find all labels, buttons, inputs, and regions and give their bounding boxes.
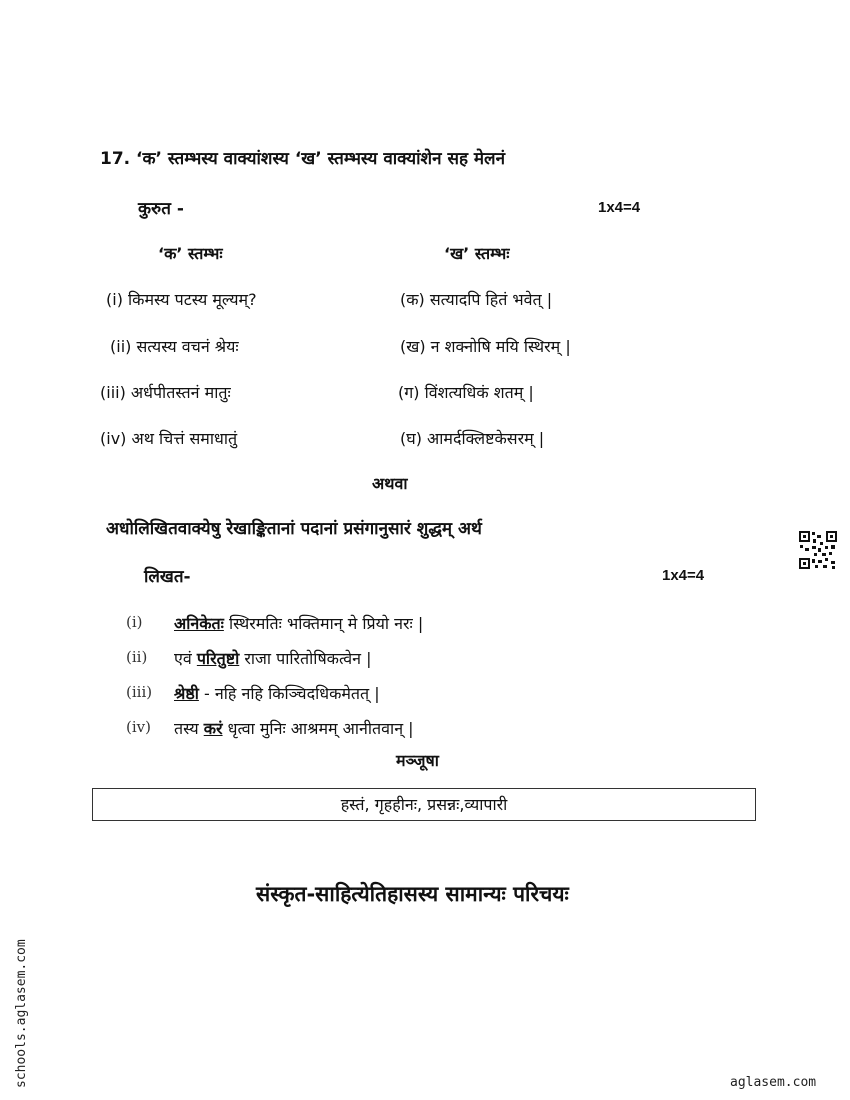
match-row-a-3: (iii) अर्धपीतस्तनं मातुः — [100, 383, 231, 402]
sentence-rest: - नहि नहि किञ्चिदधिकमेतत् | — [198, 684, 380, 703]
sentence-number: (iv) — [126, 718, 151, 736]
sentence-prefix: तस्य — [174, 719, 204, 738]
question-title-continued: कुरुत - — [138, 199, 184, 219]
sentence-rest: स्थिरमतिः भक्तिमान् मे प्रियो नरः | — [223, 614, 424, 633]
match-row-a-2: (ii) सत्यस्य वचनं श्रेयः — [110, 337, 239, 356]
manjusha-box — [92, 788, 756, 821]
part2-title: अधोलिखितवाक्येषु रेखाङ्कितानां पदानां प्रसंगानुसारं शुद्धम् अर्थ — [106, 519, 482, 539]
sentence-number: (iii) — [126, 683, 153, 701]
sentence-3 — [126, 682, 380, 703]
manjusha-heading: मञ्जूषा — [396, 751, 439, 770]
underlined-word: परितुष्टो — [196, 649, 240, 668]
sentence-2 — [126, 647, 372, 668]
sentence-text — [174, 647, 371, 669]
match-row-a-4: (iv) अथ चित्तं समाधातुं — [100, 429, 238, 448]
underlined-word: करं — [203, 719, 223, 738]
athava-heading: अथवा — [372, 474, 408, 493]
match-row-b-3: (ग) विंशत्यधिकं शतम् | — [398, 383, 534, 402]
footer-watermark: aglasem.com — [730, 1075, 817, 1090]
section-heading: संस्कृत-साहित्येतिहासस्य सामान्यः परिचयः — [256, 882, 569, 906]
sentence-text — [174, 682, 380, 704]
column-b-header: ‘ख’ स्तम्भः — [444, 244, 510, 263]
sentence-rest: राजा पारितोषिकत्वेन | — [239, 649, 372, 668]
match-row-b-2: (ख) न शक्नोषि मयि स्थिरम् | — [400, 337, 571, 356]
sentence-rest: धृत्वा मुनिः आश्रमम् आनीतवान् | — [222, 719, 414, 738]
part2-marks: 1x4=4 — [662, 567, 705, 584]
underlined-word: श्रेष्ठी — [174, 684, 199, 703]
manjusha-words: हस्तं, गृहहीनः, प्रसन्नः,व्यापारी — [340, 795, 508, 814]
part2-title-continued: लिखत- — [144, 567, 191, 587]
match-row-a-1: (i) किमस्य पटस्य मूल्यम्? — [106, 290, 257, 309]
sentence-text — [174, 717, 414, 739]
underlined-word: अनिकेतः — [174, 614, 224, 633]
side-watermark: schools.aglasem.com — [14, 939, 29, 1088]
question-title: 17. ‘क’ स्तम्भस्य वाक्यांशस्य ‘ख’ स्तम्भस्य वाक्यांशेन सह मेलनं — [100, 149, 506, 169]
sentence-1 — [126, 612, 424, 633]
match-row-b-1: (क) सत्यादपि हितं भवेत् | — [400, 290, 553, 309]
sentence-number: (i) — [126, 613, 143, 631]
sentence-4 — [126, 717, 414, 738]
match-row-b-4: (घ) आमर्दक्लिष्टकेसरम् | — [400, 429, 545, 448]
qr-code-icon — [798, 530, 838, 570]
sentence-number: (ii) — [126, 648, 148, 666]
column-a-header: ‘क’ स्तम्भः — [158, 244, 223, 263]
sentence-prefix: एवं — [174, 649, 197, 668]
question-marks: 1x4=4 — [598, 199, 641, 216]
sentence-text — [174, 612, 423, 634]
